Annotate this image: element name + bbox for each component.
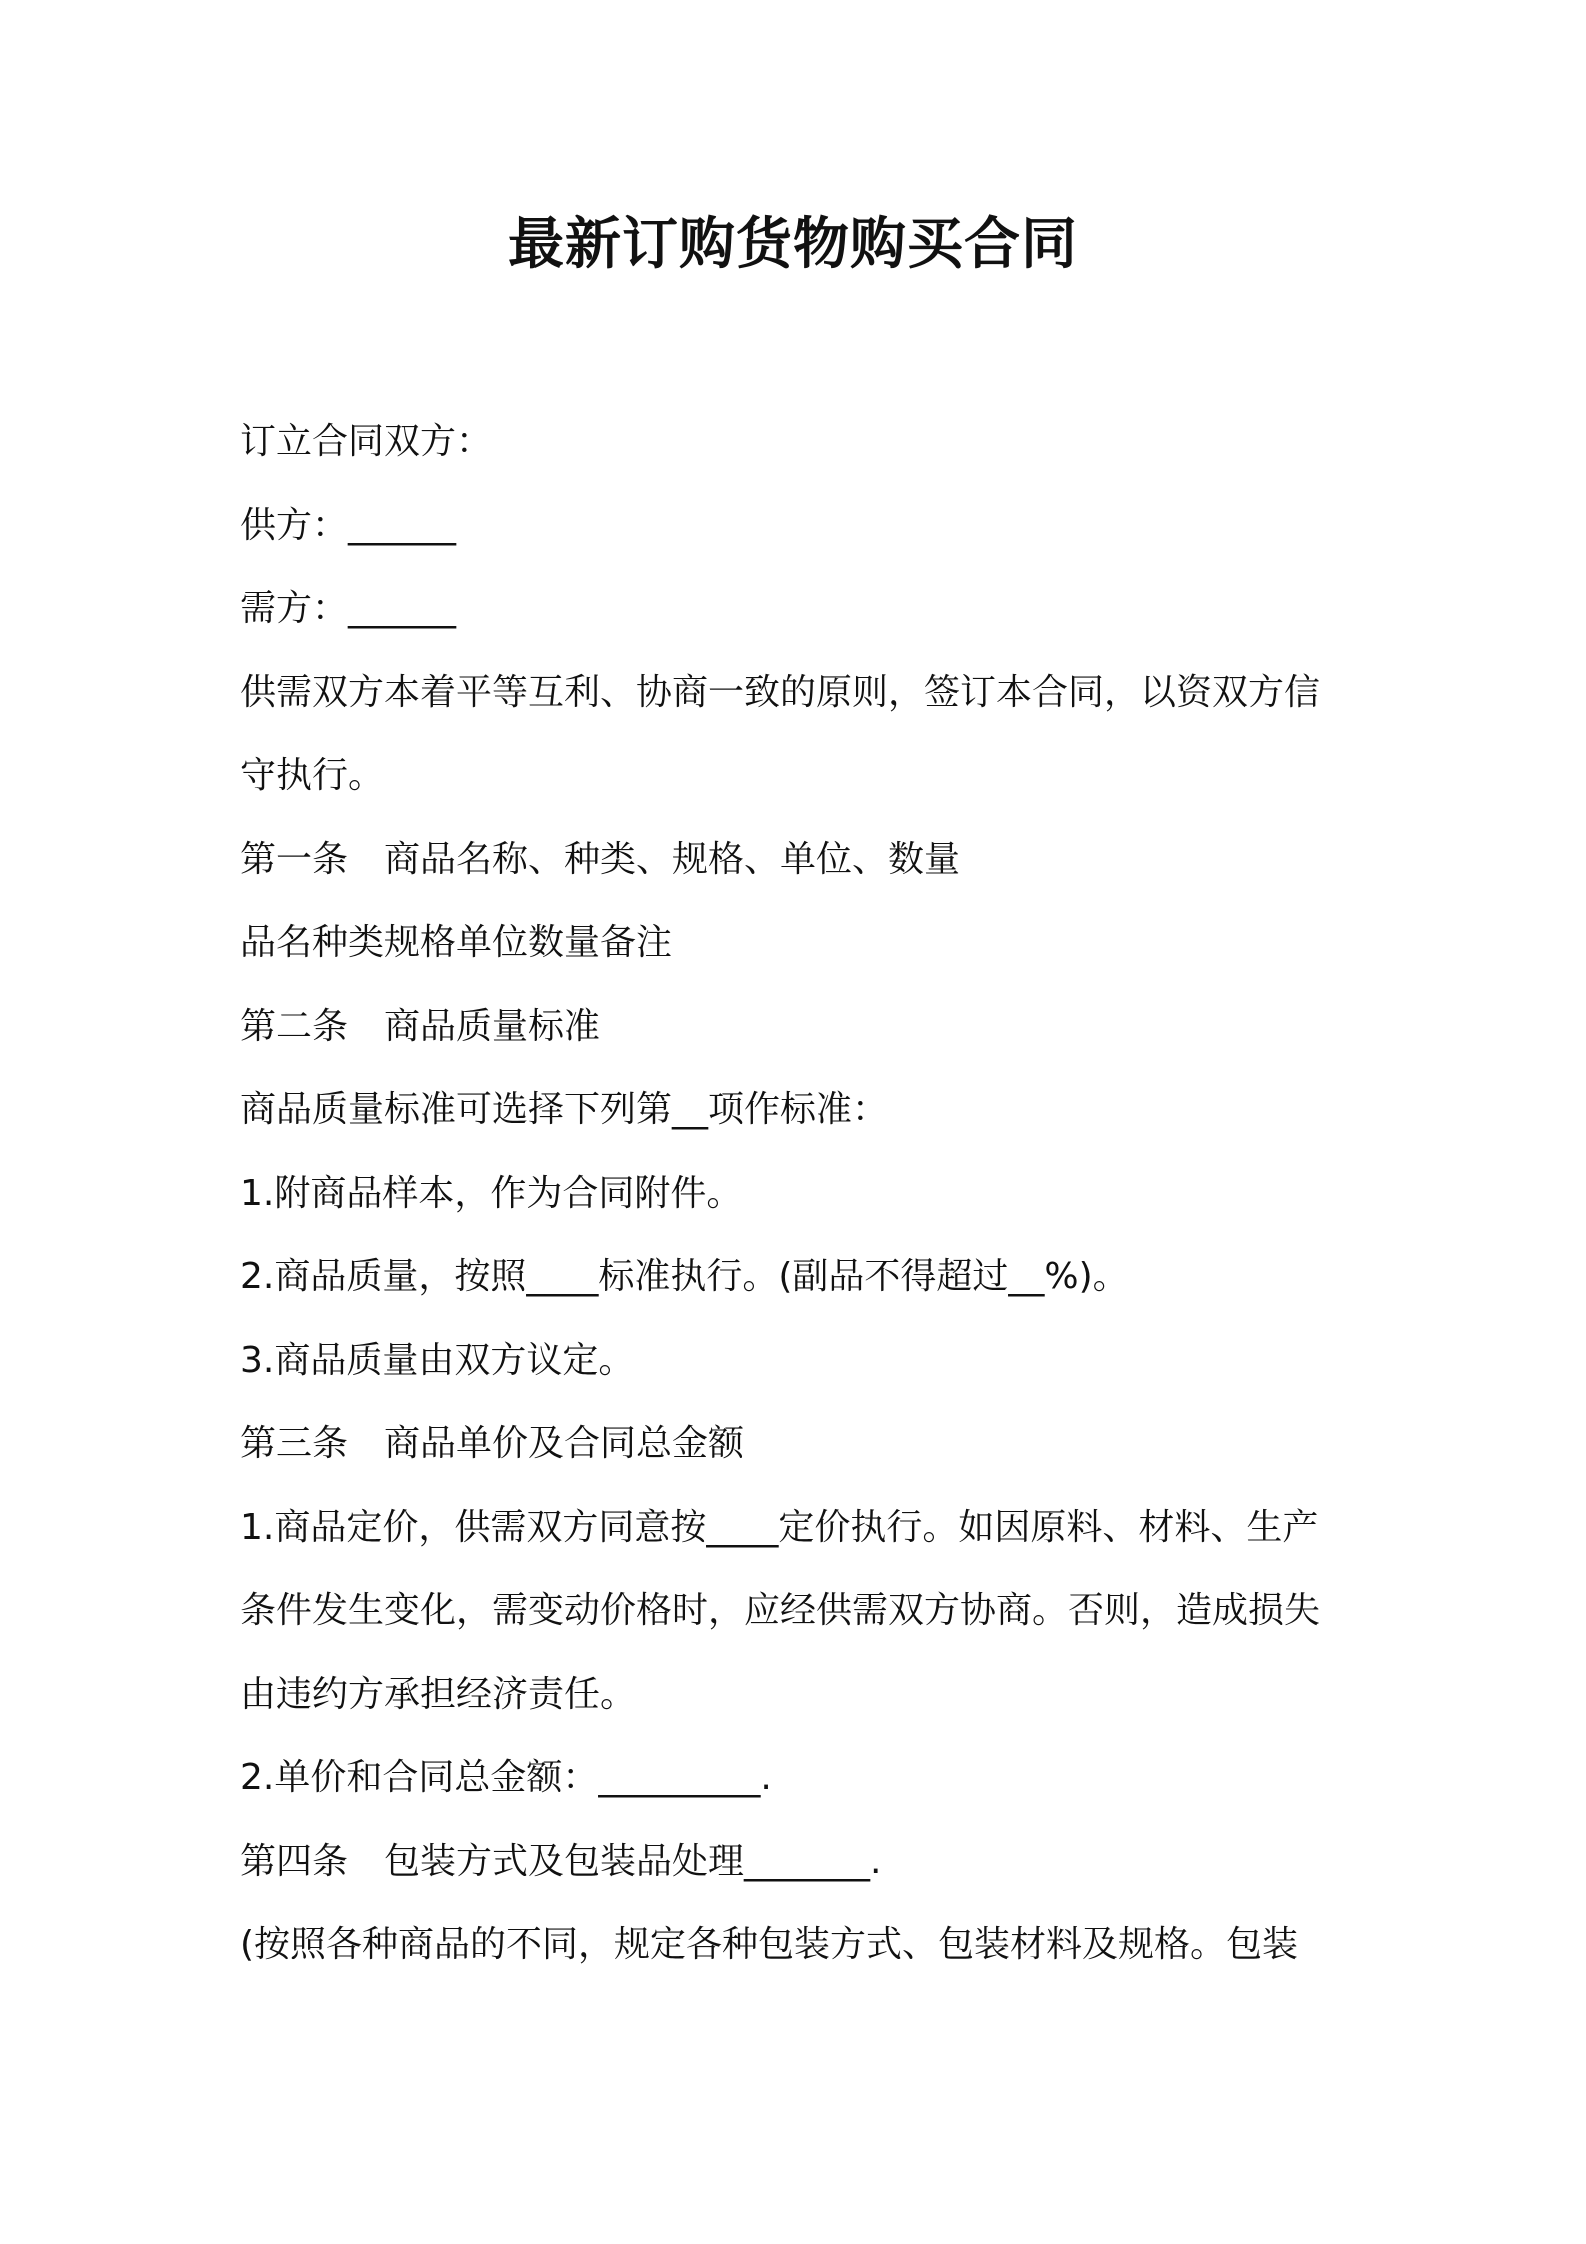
buyer-line: 需方：______ <box>240 588 457 629</box>
article-4-heading: 第四条 包装方式及包装品处理_______. <box>240 1840 882 1882</box>
article-2-intro: 商品质量标准可选择下列第__项作标准： <box>240 1089 889 1130</box>
article-3-item-1-line-2: 条件发生变化，需变动价格时，应经供需双方协商。否则，造成损失 <box>240 1590 1321 1631</box>
document-title: 最新订购货物购买合同 <box>508 212 1078 277</box>
article-1-heading: 第一条 商品名称、种类、规格、单位、数量 <box>240 838 961 880</box>
article-3-heading: 第三条 商品单价及合同总金额 <box>240 1423 745 1464</box>
article-3-item-1-line-1: 1.商品定价，供需双方同意按____定价执行。如因原料、材料、生产 <box>240 1506 1319 1548</box>
article-2-item-1: 1.附商品样本，作为合同附件。 <box>240 1172 743 1214</box>
article-4-note: (按照各种商品的不同，规定各种包装方式、包装材料及规格。包装 <box>240 1924 1299 1965</box>
article-2-item-2: 2.商品质量，按照____标准执行。(副品不得超过__%)。 <box>240 1256 1129 1297</box>
contract-body <box>240 400 1360 1987</box>
article-3-item-1-line-3: 由违约方承担经济责任。 <box>240 1673 637 1715</box>
article-2-item-3: 3.商品质量由双方议定。 <box>240 1339 635 1381</box>
preamble-line-1: 供需双方本着平等互利、协商一致的原则，签订本合同，以资双方信 <box>240 671 1321 713</box>
preamble-line-2: 守执行。 <box>240 755 385 796</box>
contract-parties-heading: 订立合同双方： <box>240 421 493 462</box>
article-3-item-2: 2.单价和合同总金额：_________. <box>240 1757 772 1798</box>
article-2-heading: 第二条 商品质量标准 <box>240 1005 601 1047</box>
supplier-line: 供方：______ <box>240 504 457 546</box>
article-1-table-header: 品名种类规格单位数量备注 <box>240 922 673 963</box>
